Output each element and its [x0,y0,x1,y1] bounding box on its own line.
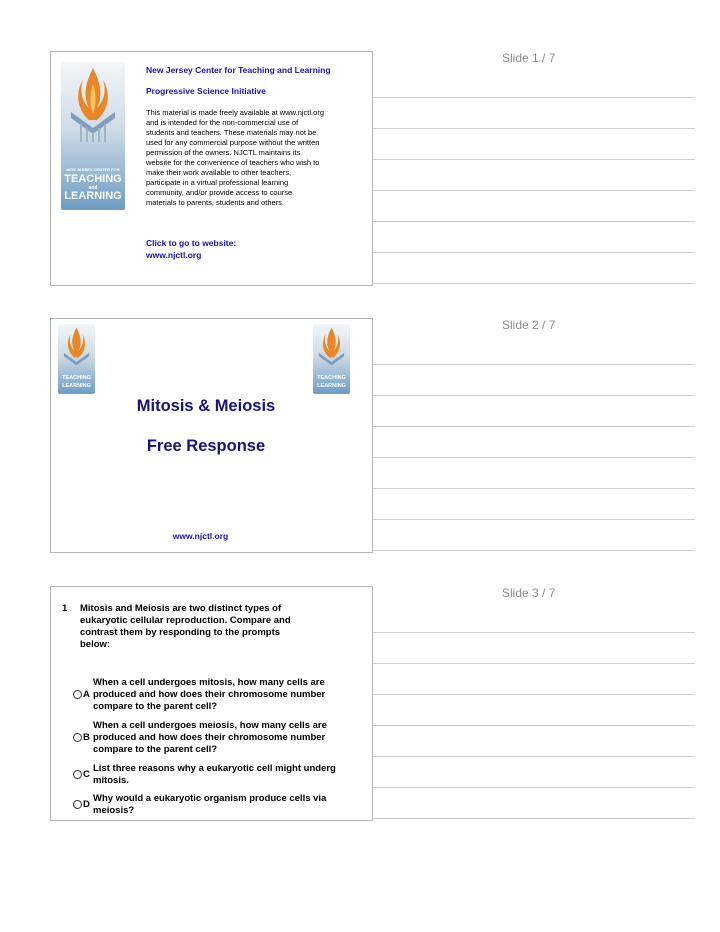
note-line [373,395,695,396]
slide-2-label: Slide 2 / 7 [502,318,556,332]
disclaimer-line: materials to parents, students and others. [146,198,284,207]
note-line [373,457,695,458]
slide-1 [50,51,373,286]
note-line [373,550,695,551]
option-line: produced and how does their chromosome number [93,689,326,700]
slide-3 [50,586,373,821]
option-line: meiosis? [93,805,135,816]
website-url[interactable]: www.njctl.org [172,531,229,541]
question-prompt [80,603,291,651]
option-line: When a cell undergoes meiosis, how many cells are [93,720,327,731]
option-line: Why would a eukaryotic organism produce cells via [93,793,327,804]
logo-teaching-text: TEACHING [62,375,91,381]
disclaimer-line: participate in a virtual professional learning [146,178,289,187]
option-a-text [93,677,325,713]
logo-learning-text: LEARNING [64,190,122,202]
option-line: List three reasons why a eukaryotic cell might underg [93,763,336,774]
note-line [373,426,695,427]
radio-icon[interactable] [73,770,82,779]
disclaimer-line: students and teachers. These materials may not be [146,128,317,137]
option-line: compare to the parent cell? [93,744,218,755]
note-line [373,818,695,819]
note-line [373,756,695,757]
disclaimer-line: used for any commercial purpose without the written [146,138,320,147]
note-line [373,364,695,365]
note-line [373,252,695,253]
njctl-logo [61,62,125,210]
option-letter: D [83,799,90,810]
initiative-name: Progressive Science Initiative [146,86,267,96]
option-b-text [93,720,327,756]
disclaimer-line: and is intended for the non-commercial use of [146,118,299,127]
slide-3-label: Slide 3 / 7 [502,586,556,600]
flame-icon [61,62,125,142]
note-line [373,128,695,129]
logo-and-text: and [88,185,98,191]
disclaimer-line: website for the convenience of teachers who wish to [146,158,320,167]
option-line: compare to the parent cell? [93,701,218,712]
flame-icon [313,324,350,370]
note-line [373,97,695,98]
option-c-text [93,763,336,787]
note-line [373,725,695,726]
logo-learning-text: LEARNING [62,383,91,389]
note-line [373,488,695,489]
slide-1-label: Slide 1 / 7 [502,51,556,65]
option-line: When a cell undergoes mitosis, how many cells are [93,677,325,688]
question-number: 1 [62,603,68,614]
note-line [373,787,695,788]
disclaimer-line: This material is made freely available at www.njctl.org [146,108,324,117]
note-line [373,221,695,222]
disclaimer-text [146,108,324,208]
note-line [373,159,695,160]
radio-icon[interactable] [73,733,82,742]
flame-icon [58,324,95,370]
website-link[interactable] [146,237,236,261]
disclaimer-line: community, and/or provide access to course [146,188,293,197]
website-link-url[interactable]: www.njctl.org [146,250,202,260]
radio-icon[interactable] [73,690,82,699]
note-line [373,283,695,284]
question-line: contrast them by responding to the prompts [80,627,281,638]
note-line [373,694,695,695]
njctl-logo-right [313,324,350,394]
logo-learning-text: LEARNING [317,383,346,389]
logo-teaching-text: TEACHING [64,173,122,185]
org-name: New Jersey Center for Teaching and Learning [146,65,331,75]
option-line: mitosis. [93,775,129,786]
disclaimer-line: permission of the owners. NJCTL maintains its [146,148,301,157]
option-d-text [93,793,326,817]
note-line [373,519,695,520]
logo-teaching-text: TEACHING [317,375,346,381]
option-letter: A [83,689,90,700]
slide-subtitle: Free Response [146,437,266,455]
website-link-caption[interactable]: Click to go to website: [146,238,237,248]
question-line: eukaryotic cellular reproduction. Compare and [80,615,291,626]
slide-title: Mitosis & Meiosis [136,397,276,415]
disclaimer-line: make their work available to other teachers, [146,168,292,177]
note-line [373,632,695,633]
slide-2 [50,318,373,553]
note-line [373,663,695,664]
option-letter: C [83,769,90,780]
option-line: produced and how does their chromosome number [93,732,326,743]
logo-small-text: NEW JERSEY CENTER FOR [66,167,120,172]
njctl-logo-left [58,324,95,394]
radio-icon[interactable] [73,800,82,809]
question-line: below: [80,639,111,650]
note-line [373,190,695,191]
option-letter: B [83,732,90,743]
question-line: Mitosis and Meiosis are two distinct types of [80,603,282,614]
